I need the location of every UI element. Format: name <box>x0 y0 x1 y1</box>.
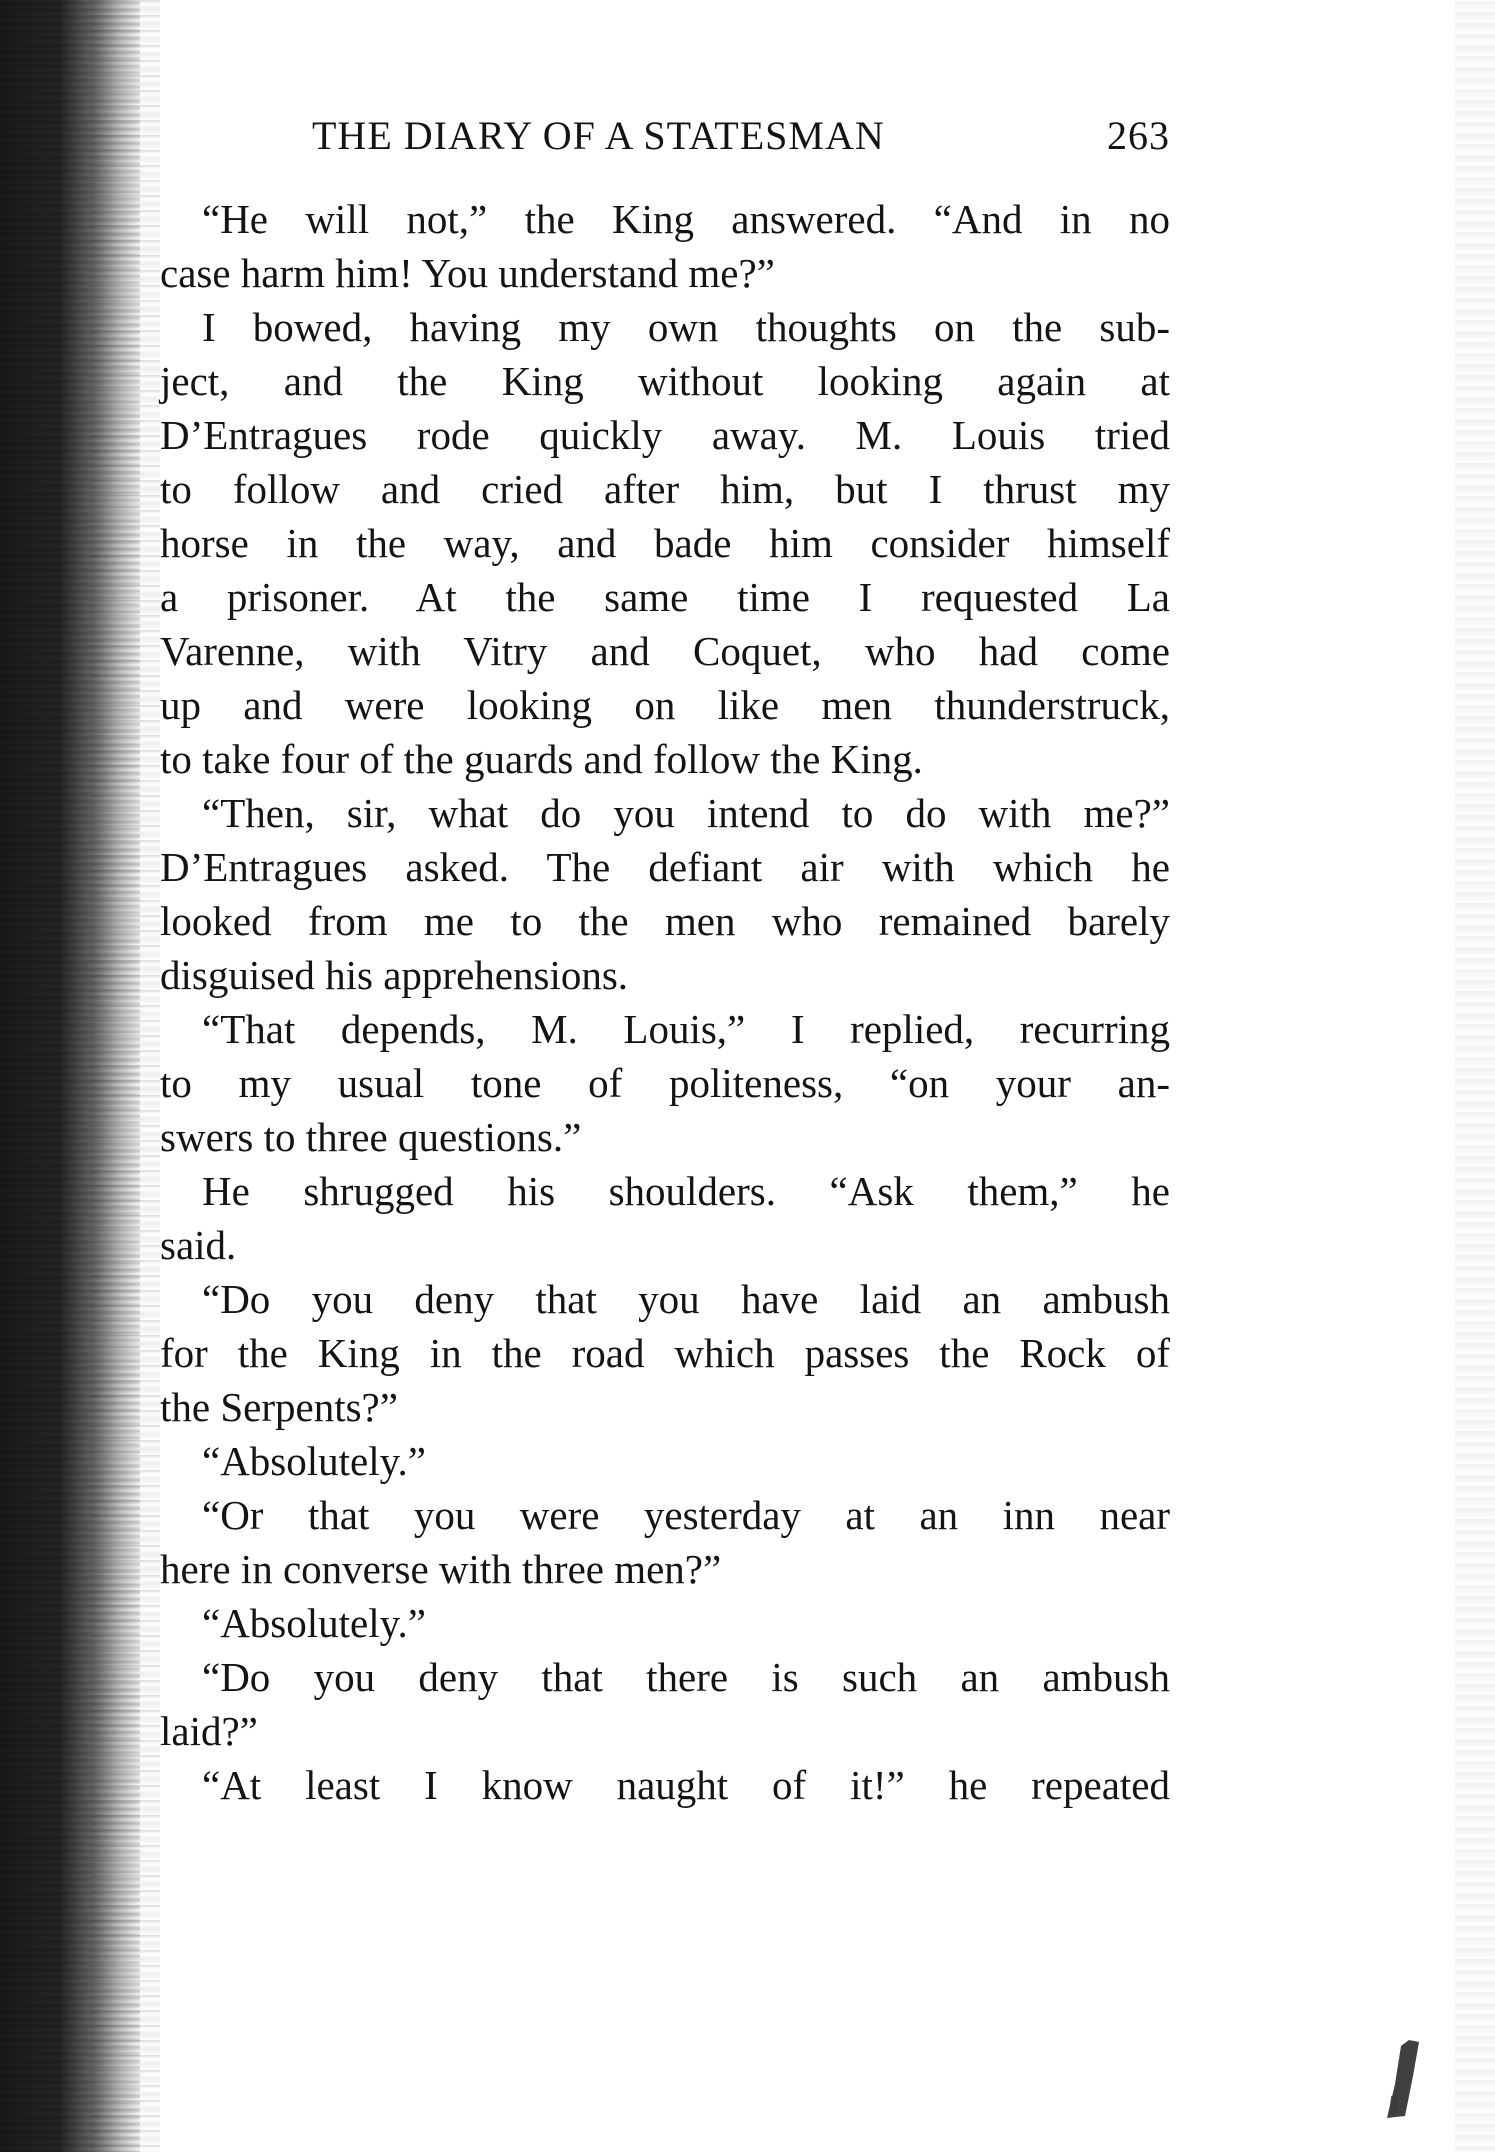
text-line: “Or that you were yesterday at an inn near <box>202 1492 1170 1538</box>
text-line: “Do you deny that there is such an ambush <box>202 1654 1170 1700</box>
text-line: to follow and cried after him, but I thrust my <box>160 466 1170 512</box>
text-line: case harm him! You understand me?” <box>160 250 775 296</box>
text-line: swers to three questions.” <box>160 1114 582 1160</box>
text-line: looked from me to the men who remained barely <box>160 898 1170 944</box>
running-head: THE DIARY OF A STATESMAN <box>312 113 885 158</box>
text-line: He shrugged his shoulders. “Ask them,” he <box>202 1168 1170 1214</box>
text-line: ject, and the King without looking again at <box>160 358 1170 404</box>
text-line: horse in the way, and bade him consider himself <box>160 520 1170 566</box>
text-line: “Absolutely.” <box>202 1438 426 1484</box>
text-line: “Absolutely.” <box>202 1600 426 1646</box>
page-number: 263 <box>1107 113 1170 158</box>
text-line: said. <box>160 1222 237 1268</box>
text-line: “At least I know naught of it!” he repeated <box>202 1762 1170 1808</box>
text-line: laid?” <box>160 1708 258 1754</box>
text-line: to my usual tone of politeness, “on your an- <box>160 1060 1170 1106</box>
text-line: D’Entragues rode quickly away. M. Louis tried <box>160 412 1170 458</box>
text-line: the Serpents?” <box>160 1384 398 1430</box>
text-line: I bowed, having my own thoughts on the sub- <box>202 304 1170 350</box>
text-line: “Then, sir, what do you intend to do with me?” <box>202 790 1170 836</box>
text-line: D’Entragues asked. The defiant air with which he <box>160 844 1170 890</box>
text-line: disguised his apprehensions. <box>160 952 629 998</box>
text-line: “That depends, M. Louis,” I replied, recurring <box>202 1006 1170 1052</box>
text-line: for the King in the road which passes the Rock of <box>160 1330 1170 1376</box>
text-line: a prisoner. At the same time I requested La <box>160 574 1170 620</box>
page-header <box>160 112 1170 168</box>
text-line: up and were looking on like men thunderstruck, <box>160 682 1170 728</box>
text-line: Varenne, with Vitry and Coquet, who had come <box>160 628 1170 674</box>
text-line: “He will not,” the King answered. “And in no <box>202 196 1170 242</box>
page-edge-texture <box>1455 0 1495 2152</box>
body-text <box>160 192 1170 1812</box>
binding-gutter-texture <box>90 0 160 2152</box>
text-line: to take four of the guards and follow the King. <box>160 736 923 782</box>
text-line: here in converse with three men?” <box>160 1546 722 1592</box>
ink-smudge-mark <box>1379 2036 1423 2120</box>
text-line: “Do you deny that you have laid an ambush <box>202 1276 1170 1322</box>
